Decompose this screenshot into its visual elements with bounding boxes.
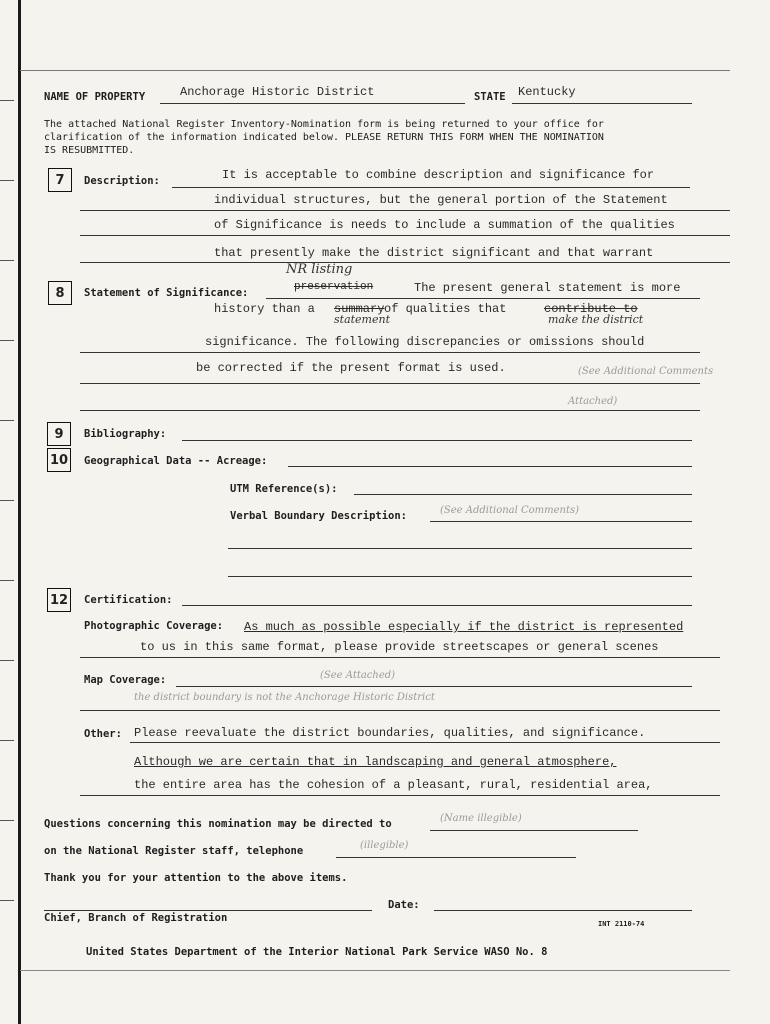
verbal-line [228,548,692,549]
description-line-4: that presently make the district significant and that warrant [214,246,654,260]
margin-tick [0,340,14,341]
significance-hand-attached: Attached) [568,396,618,407]
staff-text: on the National Register staff, telephone [44,845,304,857]
top-rule [20,70,730,71]
margin-tick [0,740,14,741]
significance-hand-comments: (See Additional Comments [578,366,714,377]
bibliography-line [182,440,692,441]
significance-line [80,410,700,411]
bibliography-label: Bibliography: [84,428,167,440]
name-of-property-value: Anchorage Historic District [180,85,375,99]
map-coverage-hand-1: (See Attached) [320,670,396,681]
utm-label: UTM Reference(s): [230,483,338,495]
thanks-text: Thank you for your attention to the above items. [44,872,348,884]
description-line [80,235,730,236]
significance-line-4: be corrected if the present format is used. [196,361,506,375]
section-10-box: 10 [47,448,71,472]
other-line [80,795,720,796]
significance-hand-statement: statement [334,313,390,326]
map-line [176,686,692,687]
significance-hand-make: make the district [548,313,644,326]
description-line [80,210,730,211]
section-7-box: 7 [48,168,72,192]
margin-tick [0,660,14,661]
date-line [434,910,692,911]
photo-line [80,657,720,658]
intro-line-2: clarification of the information indicated below. PLEASE RETURN THIS FORM WHEN THE NOMINATION [44,132,604,143]
description-line [80,262,730,263]
margin-tick [0,420,14,421]
significance-line-2a: history than a [214,302,315,316]
other-label: Other: [84,728,122,740]
significance-line-2b: of qualities that [384,302,507,316]
contact-line [430,830,638,831]
section-9-box: 9 [47,422,71,446]
state-underline [512,103,692,104]
geographical-data-label: Geographical Data -- Acreage: [84,455,268,467]
questions-text: Questions concerning this nomination may be directed to [44,818,392,830]
state-label: STATE [474,91,506,103]
photographic-coverage-line-2: to us in this same format, please provide streetscapes or general scenes [140,640,659,654]
map-line [80,710,720,711]
other-line-3: the entire area has the cohesion of a pleasant, rural, residential area, [134,778,653,792]
section-12-box: 12 [47,588,71,612]
chief-title: Chief, Branch of Registration [44,912,228,924]
certification-label: Certification: [84,594,173,606]
acreage-line [288,466,692,467]
verbal-line [430,521,692,522]
utm-line [354,494,692,495]
significance-struck-summary: summary [334,302,385,316]
significance-line-3: significance. The following discrepancies or omissions should [205,335,645,349]
map-coverage-hand-2: the district boundary is not the Anchorage Historic District [134,692,435,703]
significance-struck-contribute: contribute to [544,302,638,316]
staff-hand: (illegible) [360,840,409,851]
margin-tick [0,900,14,901]
name-underline [160,103,465,104]
bottom-rule [20,970,730,971]
state-value: Kentucky [518,85,576,99]
description-line [172,187,690,188]
other-line-1: Please reevaluate the district boundaries, qualities, and significance. [134,726,646,740]
left-binding-edge [18,0,21,1024]
description-line-2: individual structures, but the general portion of the Statement [214,193,668,207]
significance-line [80,383,700,384]
description-line-3: of Significance is needs to include a summation of the qualities [214,218,675,232]
photographic-coverage-line-1: As much as possible especially if the district is represented [244,620,684,634]
margin-tick [0,500,14,501]
certification-line [182,605,692,606]
questions-hand: (Name illegible) [440,813,522,824]
significance-label: Statement of Significance: [84,287,249,299]
significance-line [80,352,700,353]
other-line [130,742,720,743]
verbal-line [228,576,692,577]
map-coverage-label: Map Coverage: [84,674,167,686]
signature-line [44,910,372,911]
margin-tick [0,100,14,101]
form-code: INT 2110-74 [598,920,645,928]
margin-tick [0,580,14,581]
intro-line-1: The attached National Register Inventory-Nomination form is being returned to your office for [44,119,604,130]
telephone-line [336,857,576,858]
photographic-coverage-label: Photographic Coverage: [84,620,224,632]
other-line-2: Although we are certain that in landscaping and general atmosphere, [134,755,617,769]
intro-line-3: IS RESUBMITTED. [44,145,135,156]
name-of-property-label: NAME OF PROPERTY [44,91,146,103]
date-label: Date: [388,899,420,911]
description-label: Description: [84,175,160,187]
agency-footer: United States Department of the Interior National Park Service WASO No. 8 [86,946,548,958]
margin-tick [0,820,14,821]
verbal-boundary-hand: (See Additional Comments) [440,505,580,516]
description-line-1: It is acceptable to combine description and significance for [222,168,655,182]
significance-line [266,298,700,299]
margin-tick [0,260,14,261]
struck-word: preservation [294,281,374,293]
handwritten-insert: NR listing [286,262,353,277]
verbal-boundary-label: Verbal Boundary Description: [230,510,408,522]
margin-tick [0,180,14,181]
section-8-box: 8 [48,281,72,305]
significance-line-1: The present general statement is more [414,281,681,295]
